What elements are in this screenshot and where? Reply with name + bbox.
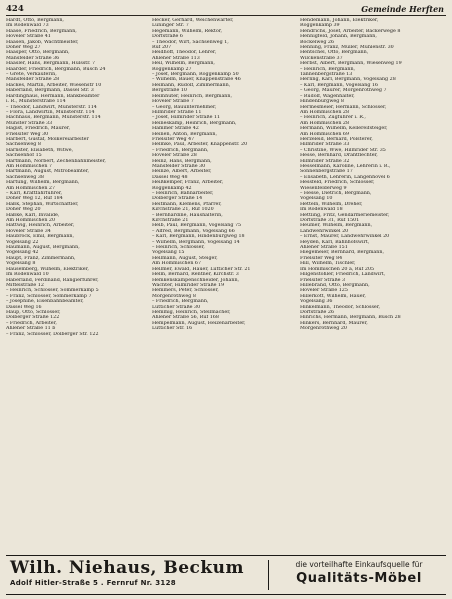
directory-entry: Hillerkott, Wilhelm, Hauer, [300, 293, 366, 299]
directory-entry: Hentschel, Otto, Bergmann, [300, 50, 369, 56]
directory-column-right [300, 18, 446, 504]
directory-entry: Heidhoff, Theodor, Lehrer, [152, 50, 217, 56]
ad-company-block [10, 558, 260, 592]
advertisement [6, 555, 446, 595]
directory-entry: Hattwig, Heinrich, Arbeiter, [6, 223, 75, 229]
directory-entry: – Flora, Landwirtin, Münsterstr. 114 [6, 109, 95, 115]
directory-entry: Hegemann, Wilhelm, Rektor, [152, 28, 223, 34]
directory-entry: Sachsenweg 38 [6, 174, 44, 180]
directory-entry: Haubrock, Emil, Bergmann, [6, 234, 75, 240]
directory-entry: – Georg, Bauunternehmer, [152, 104, 217, 110]
directory-entry: – Heinrich, Schlosser, [152, 245, 205, 251]
directory-entry: – Karl, Kraftfahrführer, [6, 191, 63, 196]
directory-entry: Vogelsang 8 [6, 261, 36, 267]
directory-entry: Höveler Straße 34 [6, 228, 51, 234]
directory-entry: Ahlener Straße 11 b [6, 326, 56, 332]
directory-column-middle [152, 18, 294, 504]
directory-entry: – Josef, Bergmann, Roggenkamp 50 [152, 72, 239, 78]
directory-entry: Hackes, Martin, Arbeiter, Wiesenstr 10 [6, 82, 102, 88]
directory-entry: Vogelsang 36 [300, 299, 333, 305]
directory-entry: Wilckenstraße 37 [300, 55, 343, 61]
directory-entry: Frielsiter Weg 47 [152, 136, 195, 142]
directory-entry: Tannenbergstraße 13 [300, 72, 353, 78]
directory-entry: Heinze, Albert, Arbeiter, [152, 169, 212, 175]
directory-entry: Haumann, August, Bergmann, [6, 245, 80, 251]
directory-entry: Frielsiter Weg 30 [6, 131, 49, 137]
directory-entry: Bergstraße 10 [152, 88, 187, 94]
directory-entry: Herzeleid, Bernard, Polsterer, [300, 136, 373, 142]
directory-entry: Lüninger Str. 7 [152, 23, 189, 29]
directory-entry: Hachhaus, Bergmann, Münsterstr. 114 [6, 115, 101, 121]
directory-entry: Morgenrothweg 8 [152, 293, 196, 299]
directory-entry: Hermann, Wilhelm, Kellereifsteiger, [300, 126, 388, 132]
directory-entry: Hessfeld, Friedrich, Schlosser, [300, 180, 375, 186]
directory-entry: Dolberger Straße 14 [152, 196, 203, 202]
directory-entry: – Karl, Bergmann, Hindenburgweg 18 [152, 234, 245, 240]
directory-entry: – Heinrich, Bahnarbeiter, [152, 191, 214, 196]
directory-entry: Höveler Straße 7 [152, 99, 194, 105]
directory-entry: Hendemann, Johann, Elektriker, [300, 18, 379, 23]
directory-entry: – Grete, Verkäuferin, [6, 72, 57, 78]
directory-entry: Hesse, Bernhard, Drahtflechter, [300, 153, 378, 159]
directory-entry: Haasler, Hans, Bergmann, Hülsstr. 7 [6, 61, 96, 67]
directory-entry: Am Hömmischen 27 [6, 185, 56, 191]
directory-entry: Haberland, Ferdinand, Rangierführer, [6, 277, 99, 283]
directory-entry: Harbert, Gustaf, Molkereiarbeiter [6, 136, 89, 142]
directory-entry: Hettling, Fritz, Gendarmeriemeister, [300, 212, 390, 218]
directory-entry: Heißkemper, Franz, Arbeiter, [152, 180, 224, 186]
directory-entry: Haberland, Bergmann, Dassel Str. 3 [6, 88, 94, 94]
directory-entry: – Alfred, Bergmann, Vogelsang 66 [152, 228, 235, 234]
directory-entry: Hinkelmann, Theodor, Schlosser, [300, 304, 381, 310]
directory-entry: – Theodor, Landwirt, Münsterstr. 114 [6, 104, 97, 110]
directory-entry: Am Hömmischen 28 [300, 109, 350, 115]
directory-entry: – Wilhelm, Bergmann, Vogelsang 14 [152, 239, 240, 245]
directory-entry: – Heinrich, Bergmann, [300, 66, 356, 72]
directory-entry: Vogelsang 42 [6, 250, 39, 256]
directory-entry: Hausemberg, Wilhelm, Elektriker, [6, 266, 89, 272]
directory-entry: Dolberger Straße 122 [6, 315, 60, 321]
directory-entry: Heumer, Wilhelm, Bergmann, [300, 223, 373, 229]
directory-entry: Vogelsang 10 [300, 196, 333, 202]
directory-entry: – Hesse, Dietrich, Bergmann, [300, 191, 372, 196]
directory-entry: Roggenkamp 27 [152, 66, 192, 72]
directory-entry: Hendrichs, Josef, Arbeiter, Bäckerwege 8 [300, 28, 401, 34]
directory-entry: Im Rodenwald 10 [6, 272, 49, 278]
directory-entry: Helm, Bernard, Rentner, Kirchstr. 3 [152, 272, 239, 278]
directory-entry: Mansfelder Straße 30 [152, 163, 206, 169]
directory-entry: Frielsiter Weg 84 [300, 255, 343, 261]
directory-entry: Höveler Straße 28 [152, 153, 197, 159]
directory-entry: Morgenrothweg 20 [300, 326, 347, 332]
directory-entry: Hesselmann, Karoline, Lehrerin i. R., [300, 163, 391, 169]
directory-entry: Höveler Straße 41 [6, 34, 51, 40]
ad-divider [268, 560, 269, 590]
header-rule [6, 15, 446, 16]
directory-entry: Haase, Friedrich, Bergmann, [6, 28, 77, 34]
directory-entry: Heineskamp, Heinrich, Bergmann, [152, 120, 237, 126]
directory-entry: Hellmer, Ewald, Hauer, Lütticher Str. 21 [152, 266, 251, 272]
directory-entry: Sachsenweg 8 [6, 142, 41, 148]
directory-entry: Herbst, Albert, Bergmann, Wiesenweg 19 [300, 61, 402, 67]
directory-entry: Dorfstraße 31, Ruf 1501 [300, 218, 360, 224]
directory-entry: Dorfstraße 6 [152, 34, 183, 40]
directory-entry: – Elisabeth, Lehrerin, Langenhövel 6 [300, 174, 390, 180]
directory-entry: Harnster, Elisabeth, Witwe, [6, 147, 74, 153]
directory-entry: – Friedrich, Bergmann, [152, 299, 209, 305]
directory-entry: – Wilhelm, Bauer, Knappenstraße 46 [152, 77, 241, 83]
directory-entry: Dassel Weg 48 [152, 174, 188, 180]
directory-entry: Hill, Wilhelm, Tischler, [300, 261, 356, 267]
directory-entry: – Christine, Wwe, Hilmrider Str. 35 [300, 147, 386, 153]
directory-entry: – Karl, Bergmann, Vogelsang 16 [300, 82, 379, 88]
directory-entry: Haßke, Karl, Invalide, [6, 212, 60, 218]
directory-entry: Vogelsang 22 [6, 239, 39, 245]
directory-entry: Bockelweg 26 [300, 39, 335, 45]
directory-entry: Hilmrider Straße 32 [300, 158, 350, 164]
directory-entry: Am Hömmischen 67 [152, 261, 202, 267]
page-number: 424 [6, 4, 24, 14]
directory-entry: Mansfelder Straße 36 [6, 55, 60, 61]
directory-entry: Hemkenskampenschneider, Johann, [152, 277, 240, 283]
directory-entry: Lütticher Straße 30 [152, 304, 201, 310]
directory-entry: Hennigfeld, Johann, Bergmann, [300, 34, 377, 40]
directory-entry: Heinz, Hans, Bergmann, [152, 158, 212, 164]
directory-entry: Haßk, Stephan, Wirtschaftler, [6, 201, 79, 207]
directory-entry: Ruf 207 [152, 45, 172, 51]
directory-entry: – Ernst, Maurer, Landwehrwinkel 20 [300, 234, 390, 240]
directory-entry: Hinrichs, Hermann, Bergmann, Busch 28 [300, 315, 401, 321]
directory-entry: Hinkers, Bernhard, Maurer, [300, 320, 368, 326]
directory-entry: Hemmig, Heinrich, Stellmacher, [152, 309, 231, 315]
directory-entry: Dassel Weg 16 [6, 304, 42, 310]
directory-entry: – Bernhardine, Haushälterin, [152, 212, 223, 218]
directory-entry: Hindenburgweg 8 [300, 99, 344, 105]
directory-column-left [6, 18, 146, 504]
directory-entry: Hermesmeier, Hermann, Schlosser, [300, 104, 387, 110]
directory-entry: Hecker, Gerhard, Weichenwärter, [152, 18, 234, 23]
directory-entry: – Rudolf, Wagenhalter, [300, 93, 355, 99]
directory-entry: Landwehrwinkel 20 [300, 228, 349, 234]
directory-entry: Doher Weg 20 [6, 207, 41, 213]
directory-entry: Mansfelder Straße 28 [6, 77, 60, 83]
ad-address: Adolf Hitler-Straße 5 . Fernruf Nr. 3128 [10, 579, 176, 587]
directory-entry: Haup, Otto, Schlosser, [6, 309, 61, 315]
directory-entry: Hardt, Otto, Bergmann, [6, 18, 64, 23]
directory-entry: Haarder, Friedrich, Bergmann, Busch 24 [6, 66, 106, 72]
directory-entry: – Friedrich, Arbeiter, [6, 320, 57, 326]
directory-entry: Hiegemeier, Bernhard, Bergmann, [300, 250, 384, 256]
directory-entry: Ahlener Straße 56, Ruf 168 [152, 315, 219, 321]
directory-entry: – Georg, Maurer, Morgenrothweg 7 [300, 88, 387, 94]
directory-entry: Höveler Straße 125 [300, 288, 348, 294]
directory-entry: Hagist, Friedrich, Maurer, [6, 126, 71, 132]
directory-entry: Hillebrand, Otto, Bergmann, [300, 282, 370, 288]
directory-entry: Haasper, Otto, Bergmann, [6, 50, 70, 56]
directory-entry: i. R., Münsterstraße 114 [6, 99, 66, 105]
directory-entry: Dorfstraße 26 [300, 309, 335, 315]
directory-entry: Heil, Wilhelm, Bergmann, [152, 61, 215, 67]
ad-product-block [274, 559, 444, 591]
directory-entry: Hilmrider Straße 11 [152, 109, 202, 115]
directory-entry: Hardinghaus, Hermann, Bankbeamter [6, 93, 100, 99]
directory-entry: – Heinrich, Schlosser, Sommerkamp 5 [6, 288, 99, 294]
directory-entry: Helmke, Paul, Arbeiter, Knappenstr. 20 [152, 142, 248, 148]
directory-entry: Vogelsang 15 [152, 250, 185, 256]
directory-entry: Hartung, Wilhelm, Bergmann, [6, 180, 80, 186]
directory-entry: Doher Weg 12, Ruf 184 [6, 196, 63, 202]
directory-entry: – Theodor, Wirt, Sachsenweg 1, [152, 39, 229, 45]
directory-entry: – Friedrich, Bergmann, [152, 147, 209, 153]
directory-entry: Am Hömmischen 20 [6, 218, 56, 224]
directory-entry: Hilgenstöhler, Friedrich, Landwirt, [300, 272, 386, 278]
directory-entry: Ahlener Straße 113 [152, 55, 200, 61]
running-title: Gemeinde Herften [361, 4, 444, 14]
directory-entry: Heimhüter, Heinrich, Bergmann, [152, 93, 233, 99]
directory-entry: Hempelmann, August, Heizenarbeiter, [152, 320, 246, 326]
directory-entry: Am Hömmischen 69 [300, 131, 350, 137]
directory-entry: – Franz, Schlosser, Sommerkamp 7 [6, 293, 92, 299]
directory-entry: Heitmann, Klemens, Pfarrer, [152, 201, 222, 207]
directory-entry: Doher Weg 27 [6, 45, 41, 51]
directory-entry: – Josephine, Eisenbahnbeamter, [6, 299, 84, 305]
directory-entry: Ahlener Straße 151 [300, 245, 348, 251]
directory-entry: Kirchstraße 21, Ruf 1020 [152, 207, 214, 213]
directory-entry: Roggenkamp 42 [152, 185, 192, 191]
directory-entry: Hetteln, Wilhelm, Dreher, [300, 201, 363, 207]
directory-entry: Lütticher Str. 16 [152, 326, 193, 332]
directory-entry: Sachsenhof 15 [6, 153, 42, 159]
directory-entry: Heimann, Rudolf, Zimmermann, [152, 82, 231, 88]
directory-entry: Hammer Straße 42 [152, 126, 199, 132]
directory-entry: Roggenkamp 39 [300, 23, 340, 29]
directory-entry: Herling, Karl, Bergmann, Vogelsang 28 [300, 77, 396, 83]
directory-entry: Kirchstraße 21 [152, 218, 189, 224]
directory-entry: Haupt, Franz, Zimmermann, [6, 255, 76, 261]
directory-entry: Haasen, Jakob, Wachtmeister, [6, 39, 79, 45]
directory-entry: – Franz, Schlosser, Dolberger Str. 122 [6, 331, 99, 337]
ad-product: Qualitäts-Möbel [296, 571, 422, 586]
directory-entry: Im Rodenwald 18 [300, 207, 343, 213]
directory-entry: Wächter, Hilmrider Straße 19 [152, 282, 225, 288]
directory-entry: Am Hömmischen 7 [6, 163, 52, 169]
directory-entry: – Heinrich, Zugführer i. R., [300, 115, 366, 121]
directory-entry: Mittelstraße 12 [6, 282, 44, 288]
directory-entry: Hartmann, Norbert, Zechenbahnmeister, [6, 158, 106, 164]
directory-entry: Heyden, Karl, Bahnhofswirt, [300, 239, 370, 245]
directory-entry: Helb, Paul, Bergmann, Vogelsang 75 [152, 223, 242, 229]
ad-firm-name: Wilh. Niehaus, Beckum [10, 558, 245, 578]
directory-entry: Im Rodenwald 73 [6, 23, 49, 29]
directory-entry: – Josef, Hilmrider Straße 11 [152, 115, 221, 121]
directory-entry: Hemmers, Peter, Schlosser, [152, 288, 219, 294]
directory-entry: Am Hömmischen 28 [300, 120, 350, 126]
directory-entry: Wiesenfelderweg 9 [300, 185, 347, 191]
directory-entry: Hellmann, August, Steiger, [152, 255, 218, 261]
directory-entry: Frielsiter Straße 3 [300, 277, 346, 283]
directory-entry: Henning, Franz, Müller, Mühlenstr. 30 [300, 45, 394, 51]
directory-entry: Hilmrider Straße 33 [300, 142, 350, 148]
directory-entry: Im Hömmischen 20 a, Ruf 205 [300, 266, 375, 272]
directory-entry: Heinen, Anton, Bergmann, [152, 131, 217, 137]
directory-entry: Hartmann, August, Mitrobeamter, [6, 169, 89, 175]
directory-entry: Münster Straße 33 [6, 120, 53, 126]
ad-tagline: die vorteilhafte Einkaufsquelle für [295, 560, 423, 569]
directory-entry: Sonnenbergstraße 17 [300, 169, 353, 175]
